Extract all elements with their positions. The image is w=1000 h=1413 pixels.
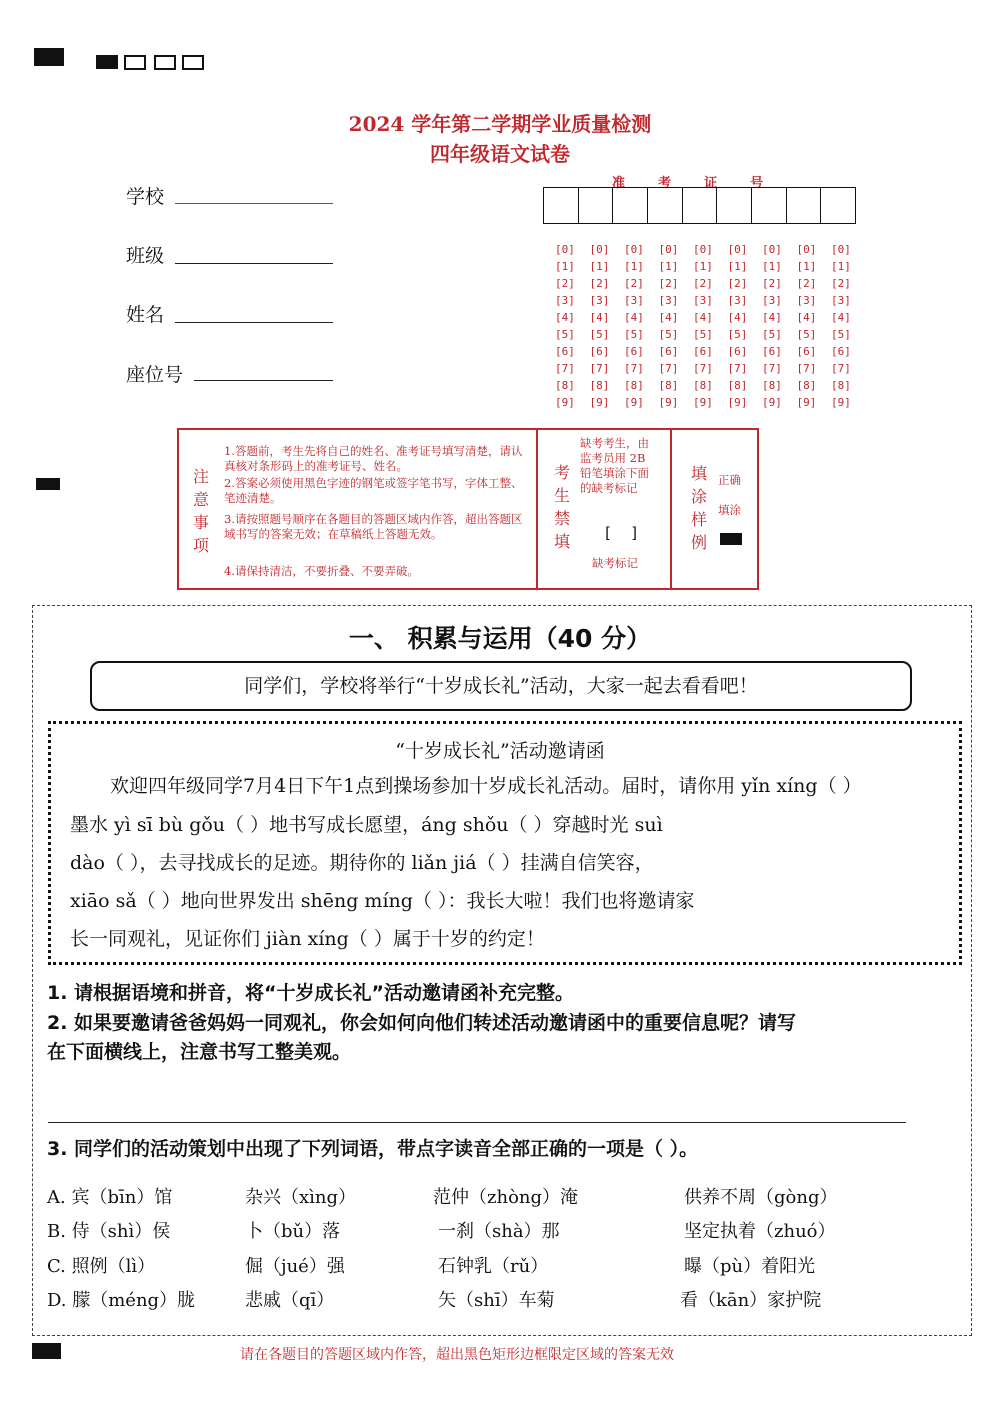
exam-id-bubble[interactable]: [4]: [624, 311, 644, 324]
registration-box: [124, 55, 146, 70]
exam-id-bubble[interactable]: [8]: [727, 379, 748, 392]
exam-id-bubble[interactable]: [8]: [555, 379, 575, 392]
exam-id-bubble[interactable]: [4]: [693, 311, 713, 324]
exam-id-bubble[interactable]: [5]: [555, 328, 575, 341]
exam-id-bubble[interactable]: [8]: [762, 379, 782, 392]
notice-label: 注意事项: [192, 467, 209, 555]
registration-mark-top: [96, 55, 118, 69]
exam-id-bubble[interactable]: [5]: [658, 328, 679, 341]
exam-id-bubble[interactable]: [9]: [727, 396, 748, 409]
exam-id-cell[interactable]: [717, 188, 752, 223]
exam-id-bubble[interactable]: [9]: [555, 396, 575, 409]
exam-id-bubble[interactable]: [0]: [727, 243, 748, 256]
exam-id-bubble[interactable]: [6]: [831, 345, 851, 358]
exam-id-heading: 准 考 证 号: [612, 176, 772, 191]
exam-id-bubble[interactable]: [9]: [762, 396, 782, 409]
option-d-1: D. 朦（méng）胧: [47, 1290, 196, 1311]
exam-id-bubble[interactable]: [0]: [589, 243, 610, 256]
exam-id-bubble[interactable]: [7]: [796, 362, 817, 375]
exam-id-bubble[interactable]: [5]: [831, 328, 851, 341]
notice-item: 1.答题前，考生先将自己的姓名、准考证号填写清楚，请认真核对条形码上的准考证号、姓名。: [224, 444, 523, 473]
registration-mark-bottom-left: [32, 1343, 61, 1359]
invitation-title: “十岁成长礼”活动邀请函: [395, 740, 605, 762]
notice-item: 4.请保持清洁，不要折叠、不要弄破。: [224, 564, 419, 578]
exam-id-bubble[interactable]: [2]: [727, 277, 748, 290]
exam-id-bubble[interactable]: [9]: [831, 396, 851, 409]
exam-id-boxes[interactable]: [543, 187, 856, 224]
exam-id-bubble[interactable]: [1]: [762, 260, 782, 273]
option-d-4: 看（kān）家护院: [680, 1290, 822, 1311]
exam-id-bubble[interactable]: [7]: [727, 362, 748, 375]
exam-subtitle: 四年级语文试卷: [430, 142, 570, 166]
exam-id-bubble[interactable]: [2]: [693, 277, 713, 290]
exam-id-bubble[interactable]: [6]: [624, 345, 644, 358]
exam-id-bubble[interactable]: [5]: [727, 328, 748, 341]
registration-mark-top-left: [34, 48, 64, 66]
seat-field[interactable]: [194, 380, 333, 381]
option-c-3: 石钟乳（rǔ）: [438, 1256, 549, 1277]
invitation-line: dào（ ），去寻找成长的足迹。期待你的 liǎn jiá（ ）挂满自信笑容，: [70, 852, 654, 874]
exam-id-bubble[interactable]: [2]: [796, 277, 817, 290]
exam-id-bubble[interactable]: [2]: [658, 277, 679, 290]
exam-id-bubble[interactable]: [1]: [589, 260, 610, 273]
answer-line[interactable]: [48, 1122, 906, 1123]
exam-id-bubble[interactable]: [5]: [796, 328, 817, 341]
exam-id-bubble[interactable]: [4]: [796, 311, 817, 324]
exam-id-cell[interactable]: [613, 188, 648, 223]
exam-id-bubble[interactable]: [7]: [693, 362, 713, 375]
exam-id-bubble[interactable]: [3]: [727, 294, 748, 307]
exam-id-cell[interactable]: [648, 188, 683, 223]
exam-id-bubble[interactable]: [9]: [693, 396, 713, 409]
exam-id-bubble[interactable]: [6]: [589, 345, 610, 358]
invitation-line: 墨水 yì sī bù gǒu（ ）地书写成长愿望，áng shǒu（ ）穿越时光 suì: [70, 814, 663, 836]
exam-id-bubble[interactable]: [0]: [555, 243, 575, 256]
sample-correct-label: 正确: [718, 473, 741, 487]
invitation-line: 长一同观礼，见证你们 jiàn xíng（ ）属于十岁的约定！: [70, 928, 545, 950]
exam-id-bubble[interactable]: [7]: [762, 362, 782, 375]
exam-id-bubble[interactable]: [4]: [762, 311, 782, 324]
option-c-2: 倔（jué）强: [245, 1256, 345, 1277]
option-d-2: 悲戚（qī）: [245, 1290, 335, 1311]
exam-id-bubble[interactable]: [1]: [727, 260, 748, 273]
exam-id-bubble[interactable]: [8]: [796, 379, 817, 392]
exam-id-bubble[interactable]: [5]: [693, 328, 713, 341]
name-label: 姓名: [126, 304, 165, 326]
notice-item: 3.请按照题号顺序在各题目的答题区域内作答，超出答题区域书写的答案无效；在草稿纸上答题无效。: [224, 512, 523, 541]
exam-id-bubble[interactable]: [6]: [796, 345, 817, 358]
absent-label: 考生禁填: [553, 463, 570, 551]
exam-id-bubble[interactable]: [1]: [555, 260, 575, 273]
exam-id-cell[interactable]: [683, 188, 718, 223]
exam-id-bubble[interactable]: [5]: [624, 328, 644, 341]
class-label: 班级: [126, 245, 165, 267]
notice-divider: [536, 428, 538, 590]
absent-mark-label: 缺考标记: [592, 556, 638, 570]
exam-id-bubble[interactable]: [9]: [589, 396, 610, 409]
exam-id-bubble[interactable]: [4]: [555, 311, 575, 324]
footer-note: 请在各题目的答题区域内作答，超出黑色矩形边框限定区域的答案无效: [240, 1347, 674, 1363]
exam-id-bubble[interactable]: [7]: [555, 362, 575, 375]
exam-id-bubble[interactable]: [6]: [658, 345, 679, 358]
school-label: 学校: [126, 186, 165, 208]
class-field[interactable]: [175, 263, 333, 264]
question-1: 1. 请根据语境和拼音，将“十岁成长礼”活动邀请函补充完整。: [47, 982, 575, 1004]
exam-id-bubble[interactable]: [4]: [658, 311, 679, 324]
sample-fill-label: 填涂: [718, 503, 741, 517]
exam-id-bubble[interactable]: [0]: [693, 243, 713, 256]
registration-box: [154, 55, 176, 70]
exam-id-bubble[interactable]: [2]: [624, 277, 644, 290]
sample-label: 填涂样例: [690, 464, 707, 552]
exam-id-bubble[interactable]: [8]: [831, 379, 851, 392]
exam-id-bubble[interactable]: [0]: [658, 243, 679, 256]
notice-divider: [670, 428, 672, 590]
exam-id-bubble[interactable]: [1]: [624, 260, 644, 273]
exam-id-cell[interactable]: [752, 188, 787, 223]
exam-id-bubble[interactable]: [9]: [796, 396, 817, 409]
exam-id-bubble[interactable]: [8]: [589, 379, 610, 392]
exam-id-bubble[interactable]: [3]: [831, 294, 851, 307]
question-3: 3. 同学们的活动策划中出现了下列词语，带点字读音全部正确的一项是（ ）。: [47, 1138, 699, 1160]
exam-id-bubble[interactable]: [7]: [831, 362, 851, 375]
exam-id-bubble[interactable]: [8]: [658, 379, 679, 392]
exam-id-bubble[interactable]: [9]: [658, 396, 679, 409]
exam-id-bubble[interactable]: [1]: [796, 260, 817, 273]
option-a-3: 范仲（zhòng）淹: [433, 1187, 579, 1208]
registration-mark-left: [36, 478, 60, 490]
exam-id-cell[interactable]: [787, 188, 822, 223]
exam-id-bubble-grid[interactable]: [555, 243, 860, 413]
option-b-4: 坚定执着（zhuó）: [684, 1221, 836, 1242]
exam-id-bubble[interactable]: [7]: [624, 362, 644, 375]
exam-id-bubble[interactable]: [5]: [762, 328, 782, 341]
exam-id-bubble[interactable]: [6]: [555, 345, 575, 358]
exam-id-bubble[interactable]: [1]: [831, 260, 851, 273]
exam-id-bubble[interactable]: [0]: [762, 243, 782, 256]
option-b-2: 卜（bǔ）落: [245, 1221, 341, 1242]
option-a-4: 供养不周（gòng）: [684, 1187, 838, 1208]
exam-id-bubble[interactable]: [3]: [762, 294, 782, 307]
exam-id-bubble[interactable]: [3]: [693, 294, 713, 307]
exam-id-bubble[interactable]: [2]: [831, 277, 851, 290]
exam-id-bubble[interactable]: [3]: [589, 294, 610, 307]
exam-id-bubble[interactable]: [7]: [658, 362, 679, 375]
invitation-line: 欢迎四年级同学7月4日下午1点到操场参加十岁成长礼活动。届时，请你用 yǐn xíng（ ）: [110, 775, 862, 797]
exam-id-cell[interactable]: [821, 188, 855, 223]
registration-box: [182, 55, 204, 70]
absent-instructions: 缺考考生，由监考员用 2B 铅笔填涂下面的缺考标记: [580, 436, 649, 495]
notice-item: 2.答案必须使用黑色字迹的钢笔或签字笔书写，字体工整、笔迹清楚。: [224, 476, 523, 505]
question-2: 2. 如果要邀请爸爸妈妈一同观礼，你会如何向他们转述活动邀请函中的重要信息呢？请写: [47, 1012, 797, 1034]
exam-id-bubble[interactable]: [0]: [796, 243, 817, 256]
intro-banner: 同学们，学校将举行“十岁成长礼”活动，大家一起去看看吧！: [90, 661, 912, 711]
exam-id-cell[interactable]: [579, 188, 614, 223]
exam-id-bubble[interactable]: [8]: [624, 379, 644, 392]
exam-id-bubble[interactable]: [5]: [589, 328, 610, 341]
question-2-cont: 在下面横线上，注意书写工整美观。: [47, 1041, 352, 1063]
exam-id-bubble[interactable]: [4]: [831, 311, 851, 324]
exam-id-bubble[interactable]: [3]: [555, 294, 575, 307]
exam-id-bubble[interactable]: [6]: [693, 345, 713, 358]
exam-id-bubble[interactable]: [4]: [589, 311, 610, 324]
exam-id-bubble[interactable]: [3]: [796, 294, 817, 307]
section-title: 一、 积累与运用（40 分）: [348, 624, 652, 653]
exam-id-bubble[interactable]: [0]: [624, 243, 644, 256]
exam-id-bubble[interactable]: [2]: [555, 277, 575, 290]
exam-id-bubble[interactable]: [2]: [589, 277, 610, 290]
exam-id-bubble[interactable]: [2]: [762, 277, 782, 290]
exam-id-bubble[interactable]: [1]: [693, 260, 713, 273]
exam-id-bubble[interactable]: [4]: [727, 311, 748, 324]
exam-id-bubble[interactable]: [9]: [624, 396, 644, 409]
exam-id-cell[interactable]: [544, 188, 579, 223]
exam-id-bubble[interactable]: [7]: [589, 362, 610, 375]
invitation-line: xiāo sǎ（ ）地向世界发出 shēng míng（ ）：我长大啦！我们也将邀请家: [70, 890, 695, 912]
seat-label: 座位号: [126, 364, 184, 386]
option-c-1: C. 照例（lì）: [47, 1256, 156, 1277]
school-field[interactable]: [175, 203, 333, 204]
option-b-1: B. 侍（shì）侯: [47, 1221, 171, 1242]
option-a-1: A. 宾（bīn）馆: [47, 1187, 173, 1208]
exam-id-bubble[interactable]: [0]: [831, 243, 851, 256]
exam-title: 2024 学年第二学期学业质量检测: [348, 112, 652, 136]
exam-id-bubble[interactable]: [3]: [658, 294, 679, 307]
exam-id-bubble[interactable]: [8]: [693, 379, 713, 392]
option-a-2: 杂兴（xìng）: [245, 1187, 357, 1208]
option-d-3: 矢（shī）车菊: [438, 1290, 555, 1311]
exam-id-bubble[interactable]: [6]: [762, 345, 782, 358]
sample-filled-mark: [720, 533, 742, 545]
exam-id-bubble[interactable]: [3]: [624, 294, 644, 307]
exam-id-bubble[interactable]: [6]: [727, 345, 748, 358]
exam-id-bubble[interactable]: [1]: [658, 260, 679, 273]
option-b-3: 一刹（shà）那: [438, 1221, 560, 1242]
absent-mark-box[interactable]: [ ]: [603, 524, 640, 542]
name-field[interactable]: [175, 322, 333, 323]
option-c-4: 曝（pù）着阳光: [684, 1256, 816, 1277]
